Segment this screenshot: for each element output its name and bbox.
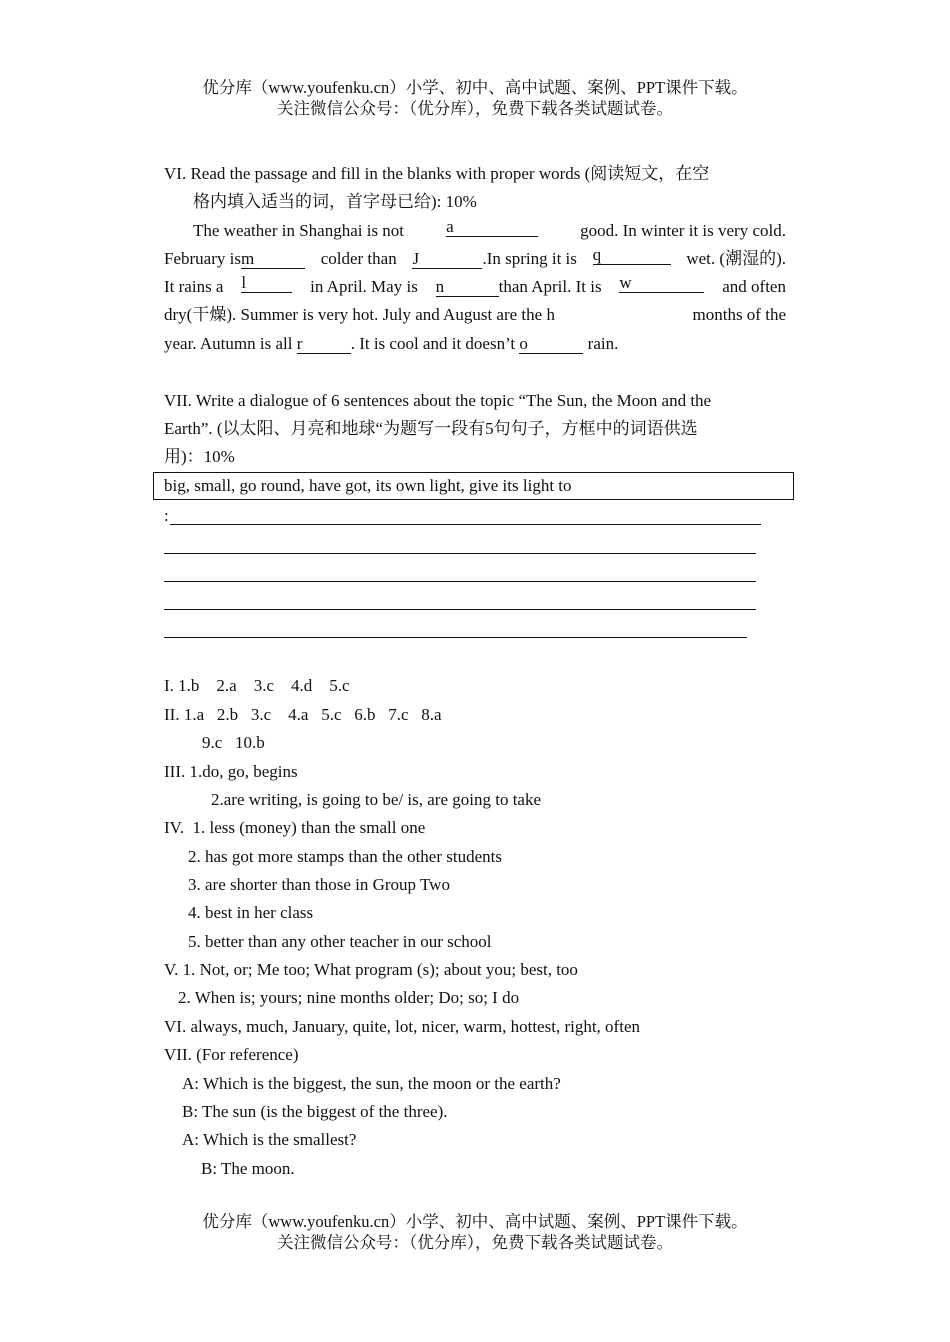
section-7-title-cont: Earth”. (以太阳、月亮和地球“为题写一段有5句句子，方框中的词语供选 bbox=[164, 419, 698, 438]
passage-text: colder than bbox=[320, 249, 397, 268]
answer-key-5-cont: 2. When is; yours; nine months older; Do; so; I do bbox=[178, 988, 520, 1007]
blank-field[interactable]: m bbox=[241, 249, 305, 269]
blank-field[interactable]: J bbox=[412, 249, 482, 269]
writing-line-3[interactable] bbox=[164, 581, 756, 582]
blank-field[interactable]: n bbox=[436, 277, 499, 297]
answer-key-7: VII. (For reference) bbox=[164, 1045, 299, 1064]
dialogue-line: A: Which is the biggest, the sun, the moon or the earth? bbox=[182, 1074, 561, 1093]
section-7-title-cont-2: 用)：10% bbox=[164, 447, 235, 466]
answer-key-3-cont: 2.are writing, is going to be/ is, are going to take bbox=[211, 790, 542, 809]
answer-key-4-item: 4. best in her class bbox=[188, 903, 314, 922]
passage-line-3 bbox=[164, 273, 786, 301]
answer-key-4-item: 3. are shorter than those in Group Two bbox=[188, 875, 450, 894]
passage-text: wet. (潮湿的). bbox=[686, 249, 786, 268]
passage-text: It rains a bbox=[164, 277, 224, 296]
passage-line-5 bbox=[164, 330, 618, 358]
passage-text: The weather in Shanghai is not bbox=[193, 221, 405, 240]
banner-line-2: 关注微信公众号：（优分库），免费下载各类试题试卷。 bbox=[277, 1233, 673, 1252]
writing-line-2[interactable] bbox=[164, 553, 756, 554]
passage-line-2 bbox=[164, 245, 786, 273]
answer-key-1: I. 1.b 2.a 3.c 4.d 5.c bbox=[164, 676, 350, 695]
section-6-title: VI. Read the passage and fill in the blanks with proper words (阅读短文，在空 bbox=[164, 164, 710, 183]
passage-line-4 bbox=[164, 301, 786, 329]
writing-line-1[interactable] bbox=[170, 524, 761, 525]
banner-line-2: 关注微信公众号：（优分库），免费下载各类试题试卷。 bbox=[277, 99, 673, 118]
writing-line-5[interactable] bbox=[164, 637, 747, 638]
passage-text: than April. It is bbox=[498, 277, 602, 296]
passage-text: February is bbox=[164, 249, 241, 268]
passage-text: in April. May is bbox=[310, 277, 418, 296]
blank-field[interactable]: o bbox=[519, 334, 583, 354]
blank-field[interactable]: l bbox=[241, 273, 292, 293]
passage-text: year. Autumn is all bbox=[164, 334, 293, 353]
blank-field[interactable]: a bbox=[446, 217, 538, 237]
answer-key-2: II. 1.a 2.b 3.c 4.a 5.c 6.b 7.c 8.a bbox=[164, 705, 442, 724]
passage-text: good. In winter it is very cold. bbox=[580, 221, 786, 240]
passage-text: dry(干燥). Summer is very hot. July and August are the h bbox=[164, 305, 555, 324]
header-banner bbox=[0, 77, 950, 119]
section-6-title-cont: 格内填入适当的词，首字母已给): 10% bbox=[193, 192, 477, 211]
banner-line-1: 优分库（www.youfenku.cn）小学、初中、高中试题、案例、PPT课件下载。 bbox=[202, 78, 748, 97]
footer-banner bbox=[0, 1211, 950, 1253]
writing-line-4[interactable] bbox=[164, 609, 756, 610]
blank-field[interactable]: q bbox=[593, 245, 671, 265]
passage-text: rain. bbox=[587, 334, 619, 353]
passage-text: .In spring it is bbox=[482, 249, 577, 268]
answer-key-6: VI. always, much, January, quite, lot, nicer, warm, hottest, right, often bbox=[164, 1017, 640, 1036]
answer-key-2-cont: 9.c 10.b bbox=[202, 733, 265, 752]
answer-colon: : bbox=[164, 506, 169, 525]
dialogue-line: B: The moon. bbox=[201, 1159, 295, 1178]
answer-key-3: III. 1.do, go, begins bbox=[164, 762, 298, 781]
section-7-title: VII. Write a dialogue of 6 sentences about the topic “The Sun, the Moon and the bbox=[164, 391, 712, 410]
passage-text: and often bbox=[722, 277, 786, 296]
answer-key-4: IV. 1. less (money) than the small one bbox=[164, 818, 426, 837]
answer-key-5: V. 1. Not, or; Me too; What program (s); about you; best, too bbox=[164, 960, 578, 979]
answer-key-4-item: 5. better than any other teacher in our school bbox=[188, 932, 492, 951]
passage-text: . It is cool and it doesn’t bbox=[350, 334, 516, 353]
dialogue-line: A: Which is the smallest? bbox=[182, 1130, 357, 1149]
passage-text: months of the bbox=[692, 305, 786, 324]
passage-line-1 bbox=[164, 217, 786, 245]
word-bank-box: big, small, go round, have got, its own light, give its light to bbox=[153, 472, 794, 500]
answer-key-4-item: 2. has got more stamps than the other students bbox=[188, 847, 502, 866]
banner-line-1: 优分库（www.youfenku.cn）小学、初中、高中试题、案例、PPT课件下载。 bbox=[202, 1212, 748, 1231]
dialogue-line: B: The sun (is the biggest of the three). bbox=[182, 1102, 448, 1121]
blank-field[interactable]: r bbox=[297, 334, 351, 354]
blank-field[interactable]: w bbox=[619, 273, 704, 293]
